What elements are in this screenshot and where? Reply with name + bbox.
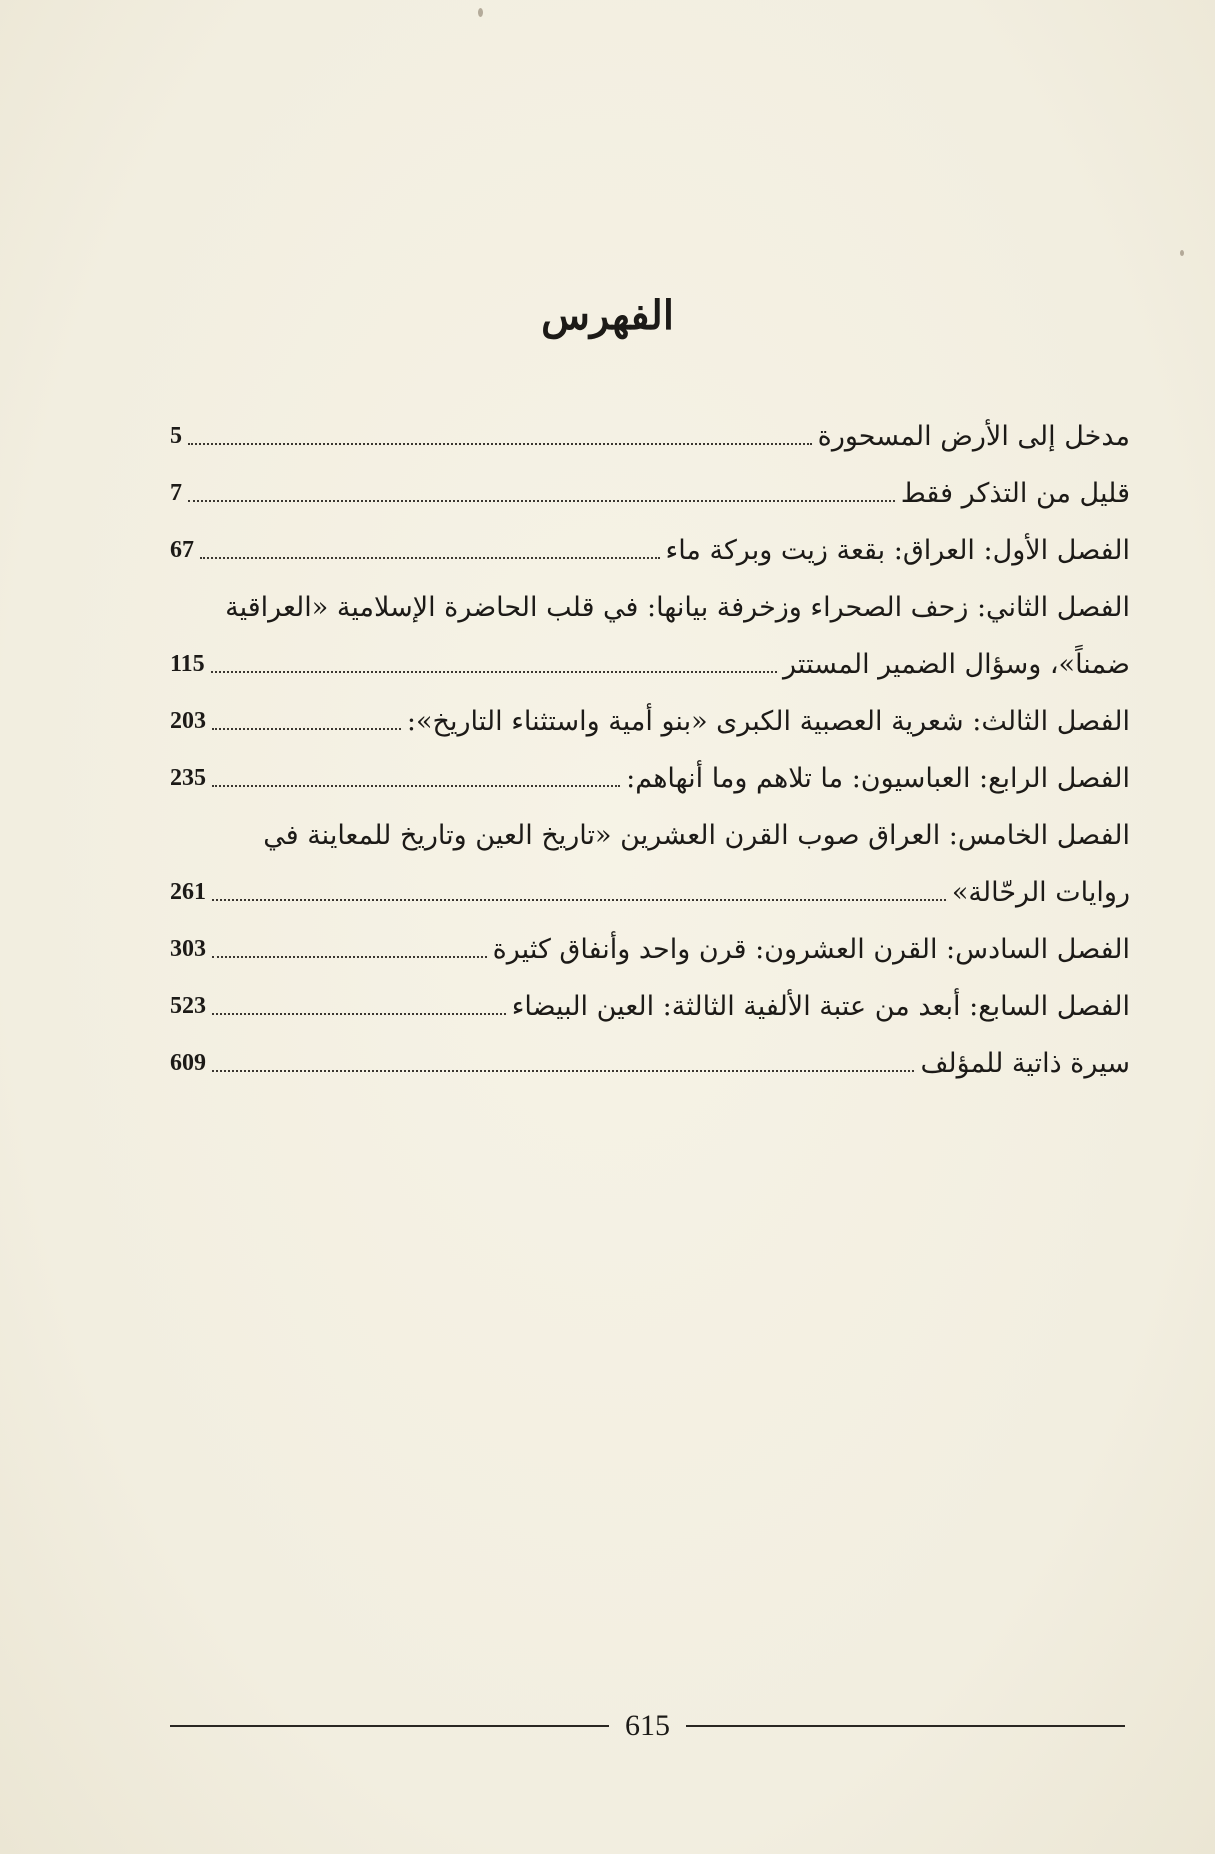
page-number: 615 [625, 1709, 670, 1742]
toc-entry-title: الفصل الأول: العراق: بقعة زيت وبركة ماء [665, 535, 1130, 566]
toc-entry-page: 609 [170, 1050, 206, 1076]
toc-entry-page: 303 [170, 936, 206, 962]
toc-entry-title: الفصل الثاني: زحف الصحراء وزخرفة بيانها: في قلب الحاضرة الإسلامية «العراقية [225, 592, 1130, 623]
page-title: الفهرس [541, 292, 674, 339]
toc-entry-page: 235 [170, 765, 206, 791]
dot-leader [212, 728, 401, 730]
toc-entry [170, 693, 1130, 750]
toc-entry-title: الفصل السادس: القرن العشرون: قرن واحد وأنفاق كثيرة [492, 934, 1130, 965]
table-of-contents [170, 408, 1130, 1092]
toc-entry-line [170, 807, 1130, 864]
toc-entry-page: 7 [170, 480, 182, 506]
toc-entry [170, 921, 1130, 978]
toc-entry [170, 465, 1130, 522]
dot-leader [188, 443, 812, 445]
dot-leader [200, 557, 660, 559]
toc-entry-title: الفصل الخامس: العراق صوب القرن العشرين «تاريخ العين وتاريخ للمعاينة في [263, 820, 1130, 851]
toc-entry [170, 864, 1130, 921]
toc-entry-page: 67 [170, 537, 194, 563]
footer-rule-left [170, 1725, 609, 1727]
dot-leader [212, 1013, 506, 1015]
paper-speck [478, 8, 483, 17]
dot-leader [212, 785, 620, 787]
paper-speck [1180, 250, 1184, 256]
toc-entry [170, 408, 1130, 465]
toc-entry-title: روايات الرحّالة» [951, 877, 1130, 908]
toc-entry-title: سيرة ذاتية للمؤلف [920, 1048, 1130, 1079]
toc-entry-page: 523 [170, 993, 206, 1019]
dot-leader [211, 671, 777, 673]
toc-entry-title: الفصل السابع: أبعد من عتبة الألفية الثالثة: العين البيضاء [511, 991, 1130, 1022]
dot-leader [212, 956, 487, 958]
dot-leader [212, 1070, 914, 1072]
toc-entry [170, 978, 1130, 1035]
toc-entry-page: 5 [170, 423, 182, 449]
toc-entry [170, 636, 1130, 693]
toc-entry-line [170, 579, 1130, 636]
dot-leader [212, 899, 946, 901]
toc-entry-title: الفصل الرابع: العباسيون: ما تلاهم وما أنهاهم: [626, 763, 1130, 794]
page-footer [170, 1706, 1125, 1746]
toc-entry-title: الفصل الثالث: شعرية العصبية الكبرى «بنو أمية واستثناء التاريخ»: [406, 706, 1130, 737]
toc-entry [170, 1035, 1130, 1092]
toc-entry-page: 115 [170, 651, 205, 677]
toc-entry-title: ضمناً»، وسؤال الضمير المستتر [782, 649, 1130, 680]
toc-entry [170, 750, 1130, 807]
toc-entry [170, 522, 1130, 579]
dot-leader [188, 500, 895, 502]
toc-entry-page: 203 [170, 708, 206, 734]
footer-rule-right [686, 1725, 1125, 1727]
toc-entry-title: مدخل إلى الأرض المسحورة [817, 421, 1130, 452]
toc-entry-title: قليل من التذكر فقط [900, 478, 1130, 509]
toc-entry-page: 261 [170, 879, 206, 905]
